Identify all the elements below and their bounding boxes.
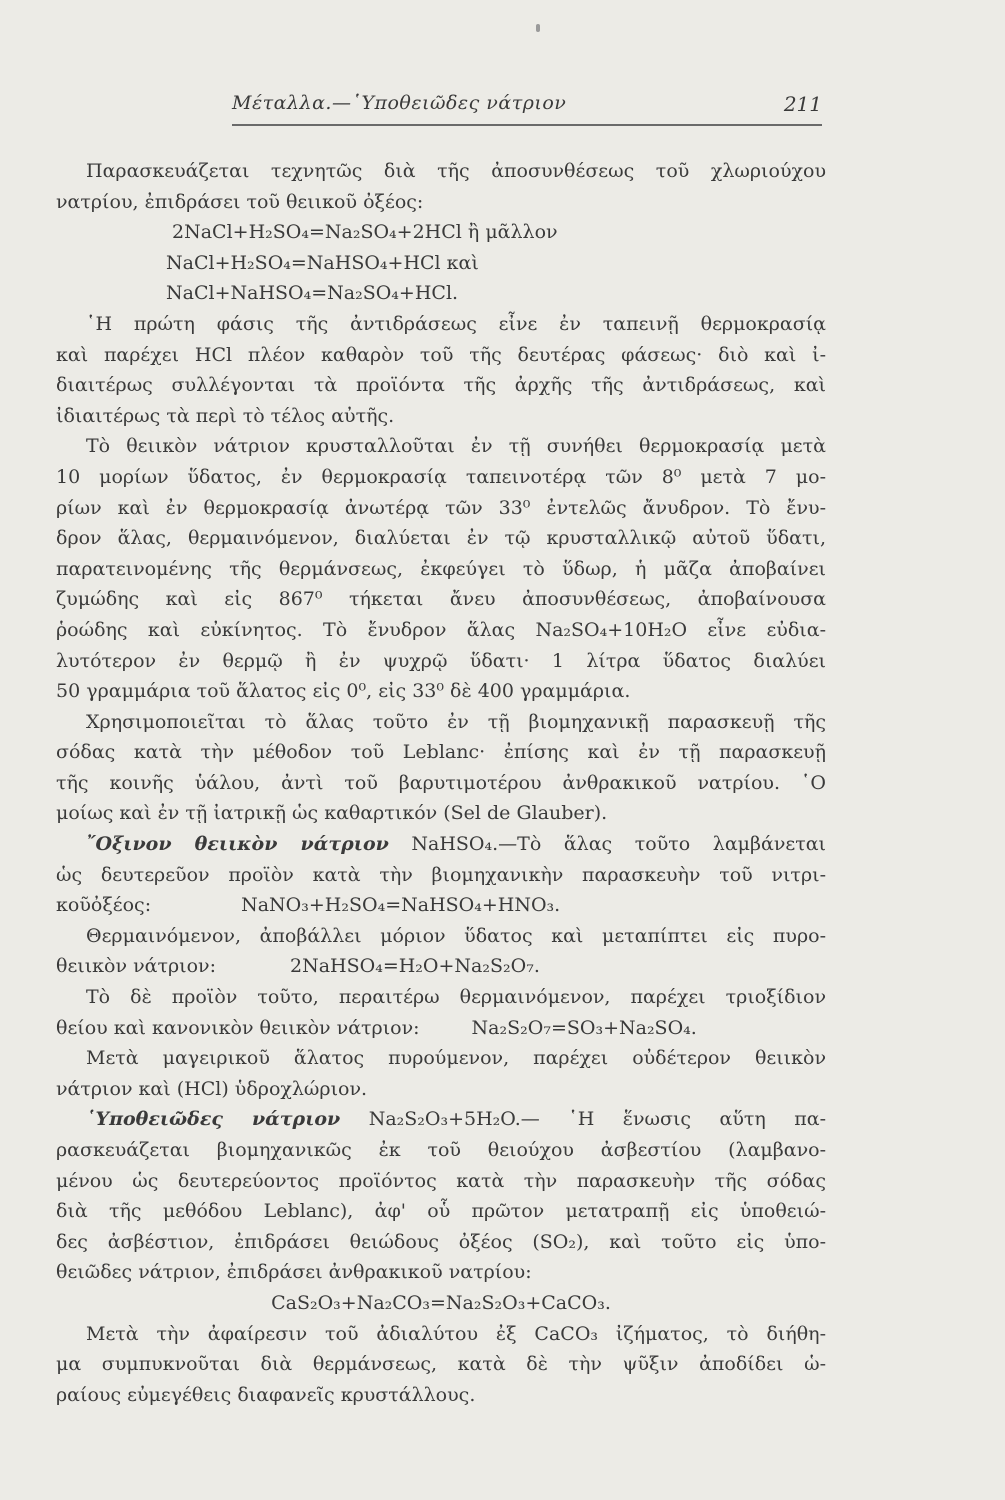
heading-formula: NaHSO₄. <box>411 833 499 856</box>
text-line: Τὸ δὲ προϊὸν τοῦτο, περαιτέρω θερμαινόμενον, παρέχει τριοξίδιον <box>86 986 826 1009</box>
text-line: ῾Η πρώτη φάσις τῆς ἀντιδράσεως εἶνε ἐν ταπεινῇ θερμοκρασίᾳ <box>86 312 826 335</box>
text-line: μα συμπυκνοῦται διὰ θερμάνσεως, κατὰ δὲ τὴν ψῦξιν ἀποδίδει ὡ- <box>56 1353 826 1376</box>
text-line: Μετὰ μαγειρικοῦ ἅλατος πυρούμενον, παρέχει οὐδέτερον θειικὸν <box>86 1047 826 1070</box>
text-line: διὰ τῆς μεθόδου Leblanc), ἀφ' οὗ πρῶτον μετατραπῇ εἰς ὑποθειώ- <box>56 1200 826 1223</box>
running-header <box>232 92 822 126</box>
section-heading: ῎Οξινον θειικὸν νάτριον <box>86 833 389 856</box>
equation-line <box>56 951 826 982</box>
text-line: νατρίου, ἐπιδράσει τοῦ θειικοῦ ὀξέος: <box>56 190 424 213</box>
page-number: 211 <box>783 92 822 116</box>
text-line: σόδας κατὰ τὴν μέθοδον τοῦ Leblanc· ἐπίσης καὶ ἐν τῇ παρασκευῇ <box>56 741 826 764</box>
text-line: 50 γραμμάρια τοῦ ἅλατος εἰς 0⁰, εἰς 33⁰ δὲ 400 γραμμάρια. <box>56 680 631 703</box>
equation-line: NaCl+H₂SO₄=NaHSO₄+HCl καὶ <box>166 251 479 274</box>
heading-rest: —Τὸ ἅλας τοῦτο λαμβάνεται <box>498 833 827 856</box>
text-line: ζυμώδης καὶ εἰς 867⁰ τήκεται ἄνευ ἀποσυνθέσεως, ἀποβαίνουσα <box>56 588 826 611</box>
text-line: ρίων καὶ ἐν θερμοκρασίᾳ ἀνωτέρᾳ τῶν 33⁰ ἐντελῶς ἄνυδρον. Τὸ ἔνυ- <box>56 496 826 519</box>
text-line: ραίους εὐμεγέθεις διαφανεῖς κρυστάλλους. <box>56 1383 476 1406</box>
text-line: παρατεινομένης τῆς θερμάνσεως, ἐκφεύγει τὸ ὕδωρ, ἡ μᾶζα ἀποβαίνει <box>56 557 826 580</box>
text-line: καὶ παρέχει HCl πλέον καθαρὸν τοῦ τῆς δευτέρας φάσεως· διὸ καὶ ἰ- <box>56 343 826 366</box>
line-text: θείου καὶ κανονικὸν θειικὸν νάτριον: <box>56 1016 420 1039</box>
text-line: Χρησιμοποιεῖται τὸ ἅλας τοῦτο ἐν τῇ βιομηχανικῇ παρασκευῇ τῆς <box>86 710 826 733</box>
text-line: μοίως καὶ ἐν τῇ ἰατρικῇ ὡς καθαρτικόν (Sel de Glauber). <box>56 802 608 825</box>
heading-formula: Na₂S₂O₃+5H₂O. <box>368 1108 521 1131</box>
text-line: θειῶδες νάτριον, ἐπιδράσει ἀνθρακικοῦ νατρίου: <box>56 1261 532 1284</box>
inline-formula: 2NaHSO₄=H₂O+Na₂S₂O₇. <box>290 955 540 978</box>
line-prefix: κοῦ <box>56 894 91 917</box>
running-title: Μέταλλα.—῾Υποθειῶδες νάτριον <box>232 92 567 114</box>
section-heading-line <box>56 1104 826 1135</box>
text-line: τῆς κοινῆς ὑάλου, ἀντὶ τοῦ βαρυτιμοτέρου ἀνθρακικοῦ νατρίου. ῾Ο <box>56 771 826 794</box>
header-rule <box>232 124 822 126</box>
text-line: Παρασκευάζεται τεχνητῶς διὰ τῆς ἀποσυνθέσεως τοῦ χλωριούχου <box>86 160 826 182</box>
section-heading: ῾Υποθειῶδες νάτριον <box>86 1108 341 1131</box>
text-line: ῥοώδης καὶ εὐκίνητος. Τὸ ἔνυδρον ἅλας Na₂SO₄+10H₂O εἶνε εὐδια- <box>56 618 826 641</box>
text-line: δρον ἅλας, θερμαινόμενον, διαλύεται ἐν τῷ κρυσταλλικῷ αὐτοῦ ὕδατι, <box>56 527 826 550</box>
text-line: διαιτέρως συλλέγονται τὰ προϊόντα τῆς ἀρχῆς τῆς ἀντιδράσεως, καὶ <box>56 374 826 397</box>
text-line: νάτριον καὶ (HCl) ὑδροχλώριον. <box>56 1077 368 1100</box>
text-line: λυτότερον ἐν θερμῷ ἢ ἐν ψυχρῷ ὕδατι· 1 λίτρα ὕδατος διαλύει <box>56 649 826 672</box>
text-line: Θερμαινόμενον, ἀποβάλλει μόριον ὕδατος καὶ μεταπίπτει εἰς πυρο- <box>86 924 826 947</box>
text-line: 10 μορίων ὕδατος, ἐν θερμοκρασίᾳ ταπεινοτέρᾳ τῶν 8⁰ μετὰ 7 μο- <box>56 465 826 488</box>
ink-speck <box>536 24 540 32</box>
body-text <box>56 156 826 1410</box>
equation-line <box>56 890 826 921</box>
text-line: Τὸ θειικὸν νάτριον κρυσταλλοῦται ἐν τῇ συνήθει θερμοκρασίᾳ μετὰ <box>86 435 826 458</box>
section-heading-line <box>56 829 826 860</box>
heading-rest: — ῾Η ἕνωσις αὕτη πα- <box>520 1108 826 1131</box>
text-line: ἰδιαιτέρως τὰ περὶ τὸ τέλος αὐτῆς. <box>56 404 395 427</box>
line-text: θειικὸν νάτριον: <box>56 955 216 978</box>
equation-line <box>56 1013 826 1044</box>
text-line: μένου ὡς δευτερεύοντος προϊόντος κατὰ τὴν παρασκευὴν τῆς σόδας <box>56 1169 826 1192</box>
text-line: ρασκευάζεται βιομηχανικῶς ἐκ τοῦ θειούχου ἀσβεστίου (λαμβανο- <box>56 1139 826 1161</box>
equation-line: 2NaCl+H₂SO₄=Na₂SO₄+2HCl ἢ μᾶλλον <box>172 221 558 244</box>
line-suffix: ὀξέος: <box>90 894 152 917</box>
inline-formula: NaNO₃+H₂SO₄=NaHSO₄+HNO₃. <box>241 894 561 917</box>
equation-line: NaCl+NaHSO₄=Na₂SO₄+HCl. <box>166 282 459 305</box>
text-line: δες ἀσβέστιον, ἐπιδράσει θειώδους ὀξέος (SO₂), καὶ τοῦτο εἰς ὑπο- <box>56 1230 826 1253</box>
equation-line: CaS₂O₃+Na₂CO₃=Na₂S₂O₃+CaCO₃. <box>271 1291 611 1314</box>
heading-separator <box>389 833 412 855</box>
inline-formula: Na₂S₂O₇=SO₃+Na₂SO₄. <box>471 1016 697 1039</box>
text-line: Μετὰ τὴν ἀφαίρεσιν τοῦ ἀδιαλύτου ἐξ CaCO₃ ἰζήματος, τὸ διήθη- <box>86 1322 826 1345</box>
text-line: ὡς δευτερεῦον προϊὸν κατὰ τὴν βιομηχανικὴν παρασκευὴν τοῦ νιτρι- <box>56 863 826 886</box>
heading-separator <box>340 1108 368 1130</box>
